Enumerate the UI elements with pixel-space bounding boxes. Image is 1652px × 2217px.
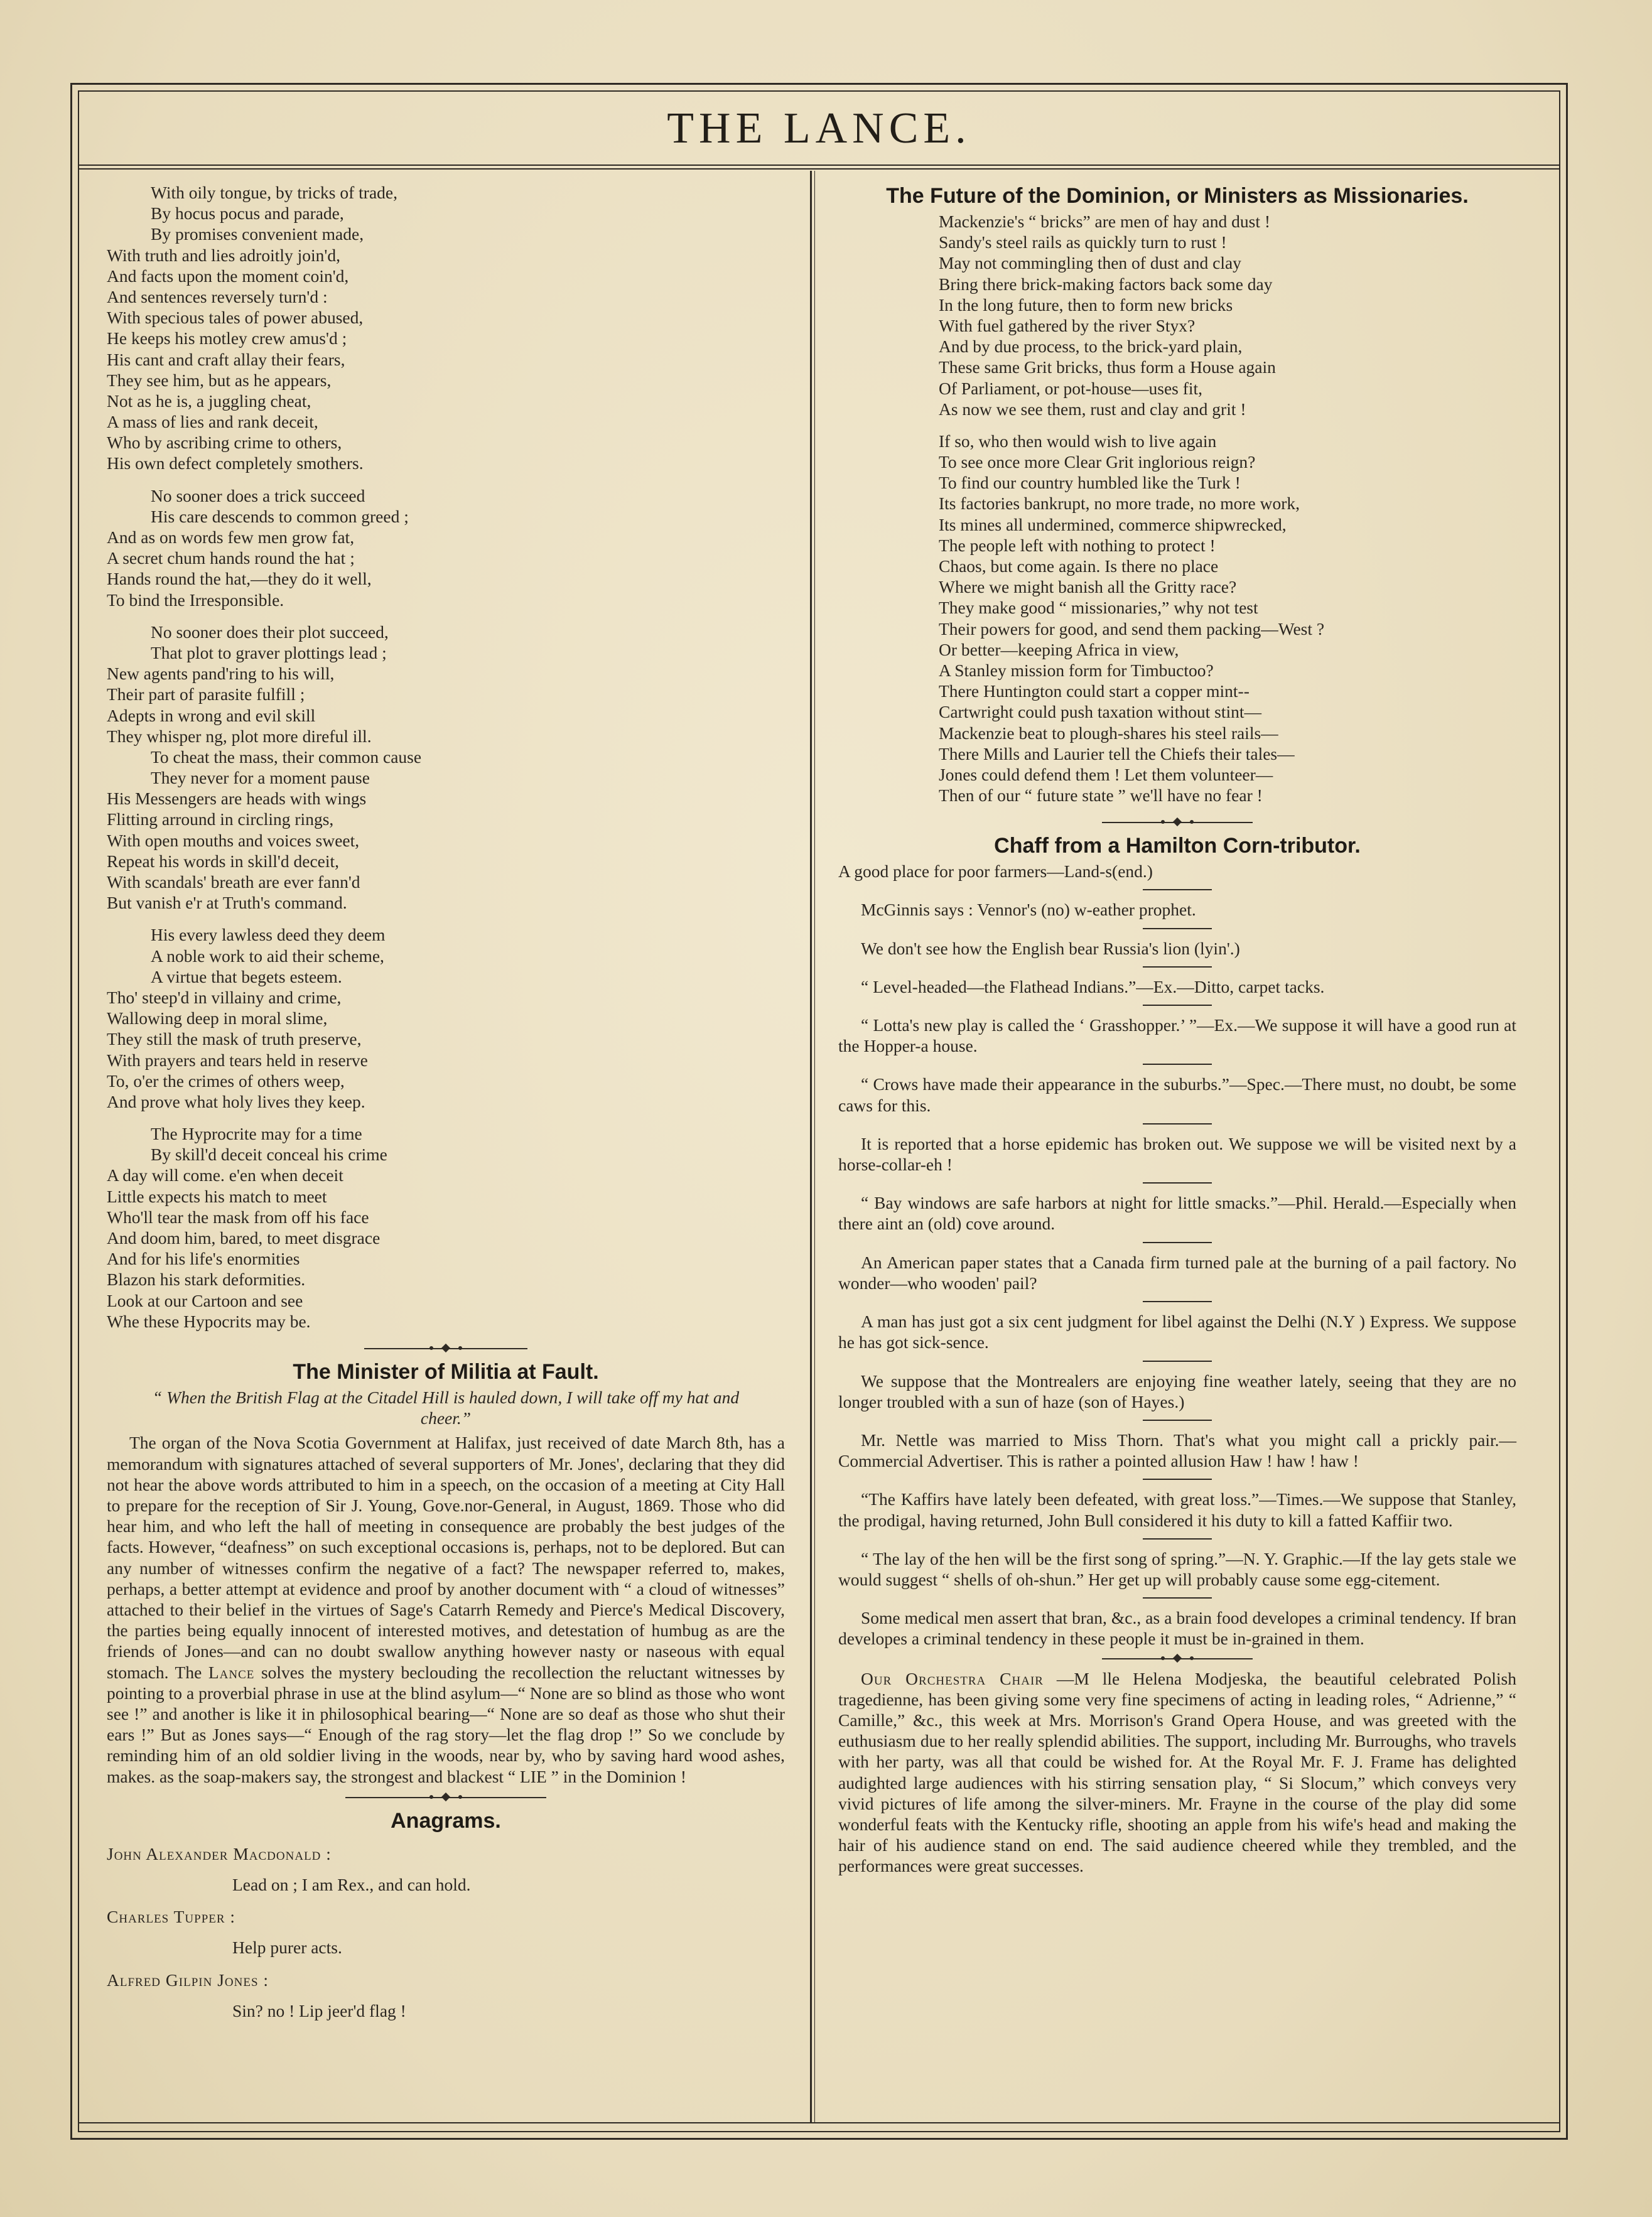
poem-stanza <box>107 1123 785 1332</box>
poem-line: No sooner does a trick succeed <box>151 485 365 505</box>
anagram-list <box>107 1843 785 2021</box>
poem-line: His care descends to common greed ; <box>151 506 409 526</box>
dominion-stanza <box>939 431 1516 806</box>
poem-line: There Huntington could start a copper mint-- <box>939 681 1250 701</box>
poem-line: Hands round the hat,—they do it well, <box>107 569 372 589</box>
poem-line: With fuel gathered by the river Styx? <box>939 315 1196 335</box>
anagram-value: Lead on ; I am Rex., and can hold. <box>232 1875 471 1894</box>
poem-line: To cheat the mass, their common cause <box>151 747 422 767</box>
masthead-rule-double <box>78 168 1560 170</box>
poem-line: Who'll tear the mask from off his face <box>107 1207 369 1227</box>
item-separator <box>1143 966 1212 968</box>
lance-word: Lance <box>208 1662 255 1682</box>
poem-line: Where we might banish all the Gritty race? <box>939 577 1237 597</box>
item-separator <box>1143 1123 1212 1125</box>
chaff-item: McGinnis says : Vennor's (no) w-eather prophet. <box>861 900 1196 920</box>
poem-line: Or better—keeping Africa in view, <box>939 639 1179 659</box>
poem-line: With truth and lies adroitly join'd, <box>107 245 340 265</box>
right-column <box>838 182 1516 1877</box>
poem-line: His own defect completely smothers. <box>107 453 364 473</box>
chaff-list <box>838 861 1516 1649</box>
chaff-heading: Chaff from a Hamilton Corn-tributor. <box>994 834 1361 858</box>
poem-line: A noble work to aid their scheme, <box>151 946 384 966</box>
poem-line: They whisper ng, plot more direful ill. <box>107 726 372 746</box>
item-separator <box>1143 1538 1212 1540</box>
militia-epigraph: “ When the British Flag at the Citadel Hill is hauled down, I will take off my hat and cheer.” <box>152 1387 740 1428</box>
poem-line: New agents pand'ring to his will, <box>107 664 335 684</box>
militia-body-part-1: The organ of the Nova Scotia Government at Halifax, just received of date March 8th, has a memorandum with signatures attached of several supporters of Mr. Jones', declaring that they did not hear the above words attributed to him in a speech, on the occasion of a meeting at City Hall to prepare for the reception of Sir J. Young, Gove.nor-General, in August, 1869. Those who did hear him, and who left the hall of meeting in consequence are probably the best judges of the facts. However, “deafness” on such exceptional occasions is, perhaps, not to be deplored. But can any number of witnesses confirm the negative of a fact? The newspaper referred to, makes, perhaps, a better attempt at evidence and proof by another document with “ a cloud of witnesses” attached to their belief in the virtues of Sage's Catarrh Remedy and Pierce's Medical Discovery, the parties being equally innocent of interested motives, and detestation of humbug as are the friends of Jones—and can no doubt swallow anything however nasty or naseous with equal stomach. The <box>107 1433 785 1682</box>
masthead-rule <box>78 165 1560 166</box>
poem-line: And as on words few men grow fat, <box>107 527 355 547</box>
chaff-item: It is reported that a horse epidemic has broken out. We suppose we will be visited next by a horse-collar-eh ! <box>838 1133 1516 1175</box>
poem-line: To see once more Clear Grit inglorious reign? <box>939 452 1256 472</box>
poem-line: He keeps his motley crew amus'd ; <box>107 328 347 348</box>
chaff-item: A man has just got a six cent judgment for libel against the Delhi (N.Y ) Express. We suppose he has got sick-sence. <box>838 1312 1516 1352</box>
poem-line: By skill'd deceit conceal his crime <box>151 1145 387 1165</box>
anagrams-heading: Anagrams. <box>391 1808 501 1833</box>
poem-line: They make good “ missionaries,” why not test <box>939 598 1258 618</box>
item-separator <box>1143 1182 1212 1184</box>
poem-line: Bring there brick-making factors back some day <box>939 274 1273 294</box>
chaff-item: An American paper states that a Canada firm turned pale at the burning of a pail factory. No wonder—who wooden' pail? <box>838 1252 1516 1293</box>
poem-line: His cant and craft allay their fears, <box>107 349 345 369</box>
poem-line: To bind the Irresponsible. <box>107 590 284 610</box>
poem-line: To, o'er the crimes of others weep, <box>107 1071 345 1091</box>
poem-line: Its mines all undermined, commerce shipwrecked, <box>939 514 1287 534</box>
poem-line: May not commingling then of dust and clay <box>939 253 1241 273</box>
ornament-divider <box>345 1792 546 1803</box>
dominion-poem <box>838 211 1516 806</box>
poem-line: A mass of lies and rank deceit, <box>107 412 318 432</box>
poem-line: With open mouths and voices sweet, <box>107 830 360 850</box>
poem-stanza <box>107 924 785 1112</box>
poem-line: A day will come. e'en when deceit <box>107 1165 343 1185</box>
poem-line: Mackenzie's “ bricks” are men of hay and dust ! <box>939 212 1271 231</box>
chaff-item: “ Crows have made their appearance in the suburbs.”—Spec.—There must, no doubt, be some caws for this. <box>838 1074 1516 1115</box>
poem-line: In the long future, then to form new bricks <box>939 294 1233 315</box>
poem-stanza <box>107 485 785 610</box>
chaff-item: “The Kaffirs have lately been defeated, with great loss.”—Times.—We suppose that Stanley, the prodigal, having returned, John Bull considered it his duty to kill a fatted Kaffiir two. <box>838 1489 1516 1530</box>
anagram-name: John Alexander Macdonald : <box>107 1843 332 1864</box>
militia-body <box>107 1432 785 1786</box>
poem-line: And facts upon the moment coin'd, <box>107 266 349 286</box>
poem <box>107 182 785 1332</box>
poem-line: By promises convenient made, <box>151 224 364 244</box>
chaff-item: We suppose that the Montrealers are enjoying fine weather lately, seeing that they are no longer troubled with a sun of haze (son of Hayes.) <box>838 1371 1516 1411</box>
poem-line: Their powers for good, and send them packing—West ? <box>939 618 1325 639</box>
item-separator <box>1143 928 1212 929</box>
dominion-stanza <box>939 211 1516 419</box>
anagram-value: Help purer acts. <box>232 1938 342 1958</box>
anagram-name: Alfred Gilpin Jones : <box>107 1970 269 1990</box>
poem-line: With specious tales of power abused, <box>107 308 364 328</box>
orchestra-label: Our Orchestra Chair <box>861 1668 1044 1688</box>
chaff-item: A good place for poor farmers—Land-s(end.) <box>838 861 1153 882</box>
poem-line: By hocus pocus and parade, <box>151 203 344 224</box>
poem-line: The Hyprocrite may for a time <box>151 1124 362 1144</box>
poem-line: That plot to graver plottings lead ; <box>151 642 387 662</box>
poem-line: But vanish e'r at Truth's command. <box>107 893 347 913</box>
poem-stanza <box>107 182 785 474</box>
poem-line: They never for a moment pause <box>151 768 370 788</box>
ornament-divider <box>364 1343 527 1354</box>
item-separator <box>1143 889 1212 890</box>
militia-body-part-2: solves the mystery beclouding the recollection the reluctant witnesses by pointing to a proverbial phrase in use at the blind asylum—“ None are so blind as those who wont see !” and another is like it in philosophical bearing—“ None are so deaf as those who shut their ears !” But as Jones says—“ Enough of the rag story—let the flag drop !” So we conclude by reminding him of an old soldier living in the woods, near by, who by saving hard wood ashes, makes. as the soap-makers say, the strongest and blackest “ LIE ” in the Dominion ! <box>107 1662 786 1786</box>
left-column <box>107 182 785 2021</box>
poem-line: No sooner does their plot succeed, <box>151 622 389 642</box>
poem-line: A virtue that begets esteem. <box>151 966 342 986</box>
orchestra-text: —M lle Helena Modjeska, the beautiful celebrated Polish tragedienne, has been giving some very fine specimens of acting in leading roles, “ Adrienne,” “ Camille,” &c., this week at Mrs. Morrison's Grand Opera House, and was greeted with the euthusiasm due to her really splendid abilities. The support, including Mr. Burroughs, who travels with her party, was all that could be wished for. At the Royal Mr. F. J. Frame has delighted audighted large audiences with his stirring sensation play, “ Si Slocum,” which conveys very vivid pictures of life among the silver-miners. Mr. Frayne in the course of the play did some wonderful feats with the Kentucky rifle, shooting an apple from his wife's head and making the hair of his audience stand on end. The said audience cheered while they trembled, and the performances were great successes. <box>838 1668 1517 1876</box>
item-separator <box>1143 1597 1212 1599</box>
poem-line: Look at our Cartoon and see <box>107 1290 303 1310</box>
poem-line: And prove what holy lives they keep. <box>107 1091 365 1111</box>
poem-line: And by due process, to the brick-yard plain, <box>939 337 1243 357</box>
poem-line: Little expects his match to meet <box>107 1186 327 1206</box>
bottom-rule <box>78 2122 1560 2123</box>
chaff-item: Mr. Nettle was married to Miss Thorn. That's what you might call a prickly pair.—Commercial Advertiser. This is rather a pointed allusion Haw ! haw ! haw ! <box>838 1430 1516 1471</box>
item-separator <box>1143 1420 1212 1421</box>
poem-line: Jones could defend them ! Let them volunteer— <box>939 764 1273 784</box>
poem-line: Sandy's steel rails as quickly turn to rust ! <box>939 232 1227 252</box>
poem-line: And sentences reversely turn'd : <box>107 286 328 306</box>
poem-line: Repeat his words in skill'd deceit, <box>107 851 340 871</box>
militia-heading: The Minister of Militia at Fault. <box>293 1359 599 1384</box>
poem-line: With oily tongue, by tricks of trade, <box>151 183 397 202</box>
orchestra-chair <box>838 1668 1516 1877</box>
poem-line: They still the mask of truth preserve, <box>107 1029 362 1049</box>
poem-line: Wallowing deep in moral slime, <box>107 1008 328 1028</box>
masthead-title: THE LANCE. <box>667 104 971 153</box>
poem-line: His every lawless deed they deem <box>151 925 386 945</box>
poem-line: There Mills and Laurier tell the Chiefs their tales— <box>939 743 1295 763</box>
poem-line: The people left with nothing to protect ! <box>939 535 1216 555</box>
poem-line: Chaos, but come again. Is there no place <box>939 556 1219 576</box>
anagram-name: Charles Tupper : <box>107 1907 236 1927</box>
poem-line: Its factories bankrupt, no more trade, no more work, <box>939 494 1300 514</box>
poem-line: Cartwright could push taxation without stint— <box>939 702 1262 722</box>
poem-line: And for his life's enormities <box>107 1249 300 1269</box>
chaff-item: “ Bay windows are safe harbors at night for little smacks.”—Phil. Herald.—Especially when there aint an (old) cove around. <box>838 1193 1516 1234</box>
poem-line: With scandals' breath are ever fann'd <box>107 872 360 892</box>
poem-line: To find our country humbled like the Turk ! <box>939 473 1241 493</box>
poem-line: His Messengers are heads with wings <box>107 789 367 809</box>
poem-line: Flitting arround in circling rings, <box>107 809 334 829</box>
column-divider-thin <box>814 171 815 2122</box>
poem-line: Adepts in wrong and evil skill <box>107 705 316 725</box>
ornament-divider <box>1102 817 1253 828</box>
poem-line: These same Grit bricks, thus form a House again <box>939 357 1276 377</box>
chaff-item: “ Lotta's new play is called the ‘ Grasshopper.’ ”—Ex.—We suppose it will have a good run at the Hopper-a house. <box>838 1015 1516 1056</box>
item-separator <box>1143 1064 1212 1065</box>
item-separator <box>1143 1479 1212 1480</box>
poem-line: Blazon his stark deformities. <box>107 1270 306 1290</box>
chaff-item: We don't see how the English bear Russia's lion (lyin'.) <box>861 938 1240 958</box>
poem-line: Of Parliament, or pot-house—uses fit, <box>939 378 1203 398</box>
poem-line: Tho' steep'd in villainy and crime, <box>107 987 342 1007</box>
poem-stanza <box>107 622 785 914</box>
chaff-item: Some medical men assert that bran, &c., as a brain food developes a criminal tendency. If bran developes a criminal tendency in these people it must be in-grained in them. <box>838 1608 1516 1649</box>
poem-line: And doom him, bared, to meet disgrace <box>107 1228 381 1248</box>
dominion-heading: The Future of the Dominion, or Ministers as Missionaries. <box>886 184 1469 208</box>
item-separator <box>1143 1242 1212 1243</box>
poem-line: Mackenzie beat to plough-shares his steel rails— <box>939 723 1278 743</box>
item-separator <box>1143 1301 1212 1302</box>
poem-line: Then of our “ future state ” we'll have no fear ! <box>939 785 1263 806</box>
ornament-divider <box>1102 1653 1253 1664</box>
poem-line: As now we see them, rust and clay and grit ! <box>939 399 1246 419</box>
item-separator <box>1143 1361 1212 1362</box>
poem-line: Whe these Hypocrits may be. <box>107 1311 311 1331</box>
anagram-value: Sin? no ! Lip jeer'd flag ! <box>232 2000 406 2020</box>
poem-line: Their part of parasite fulfill ; <box>107 684 305 704</box>
chaff-item: “ The lay of the hen will be the first song of spring.”—N. Y. Graphic.—If the lay gets stale we would suggest “ shells of oh-shun.” Her get up will probably cause some egg-citement. <box>838 1548 1516 1589</box>
chaff-item: “ Level-headed—the Flathead Indians.”—Ex.—Ditto, carpet tacks. <box>861 976 1325 996</box>
poem-line: With prayers and tears held in reserve <box>107 1050 368 1070</box>
poem-line: A secret chum hands round the hat ; <box>107 548 355 568</box>
column-divider <box>810 171 812 2122</box>
item-separator <box>1143 1005 1212 1006</box>
poem-line: A Stanley mission form for Timbuctoo? <box>939 660 1214 680</box>
poem-line: They see him, but as he appears, <box>107 370 332 390</box>
poem-line: Who by ascribing crime to others, <box>107 433 342 453</box>
poem-line: Not as he is, a juggling cheat, <box>107 391 311 411</box>
poem-line: If so, who then would wish to live again <box>939 431 1217 451</box>
